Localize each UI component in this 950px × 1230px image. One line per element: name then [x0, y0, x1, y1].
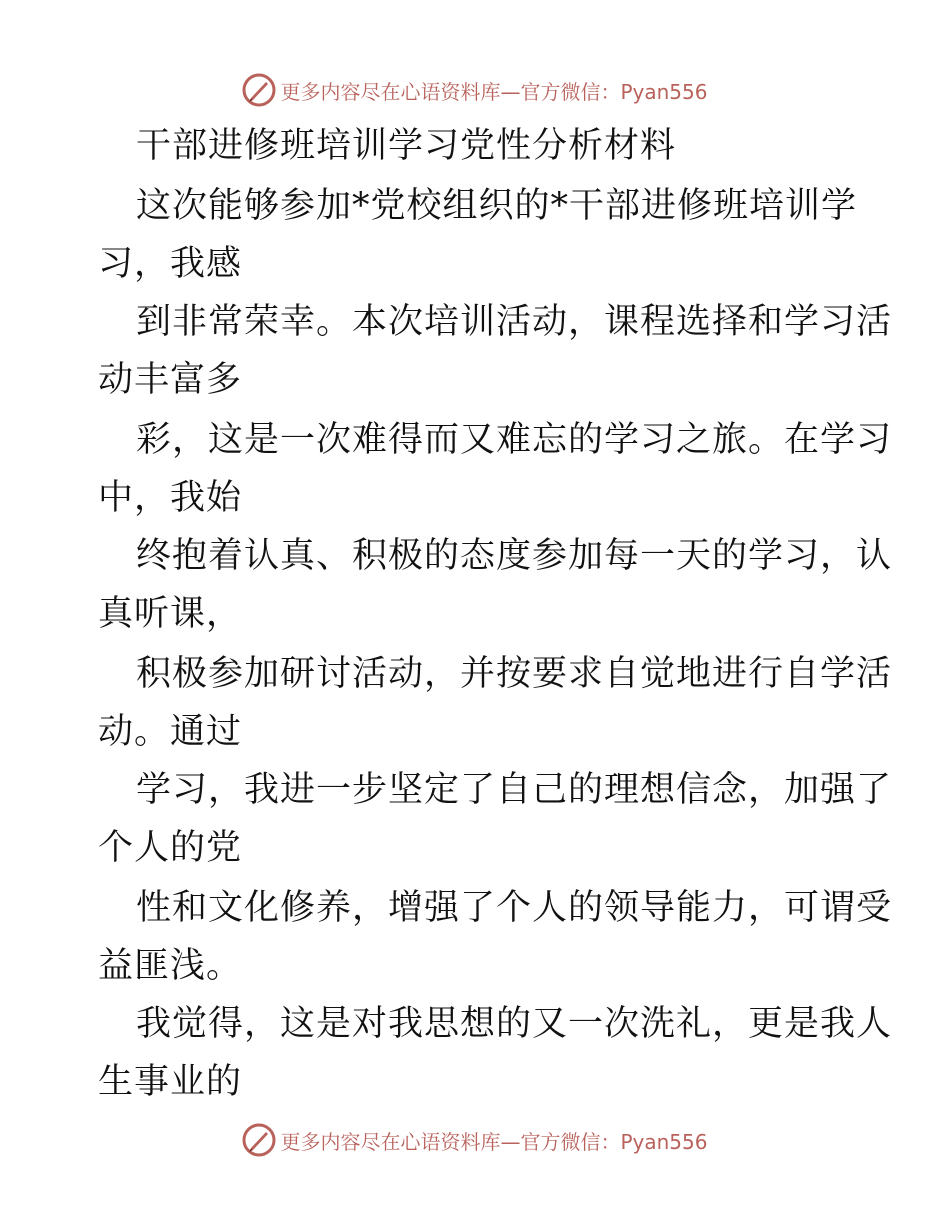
paragraph-line: 积极参加研讨活动，并按要求自觉地进行自学活	[136, 654, 893, 694]
footer-banner-text: 更多内容尽在心语资料库—官方微信：Pyan556	[280, 1129, 708, 1154]
paragraph-line: 彩，这是一次难得而又难忘的学习之旅。在学习	[136, 420, 893, 460]
header-banner	[0, 70, 950, 110]
paragraph-line: 我觉得，这是对我思想的又一次洗礼，更是我人	[136, 1004, 893, 1044]
paragraph-line: 到非常荣幸。本次培训活动，课程选择和学习活	[136, 302, 893, 342]
quill-pen-icon	[242, 73, 276, 107]
footer-banner	[0, 1120, 950, 1160]
paragraph-line: 动。通过	[98, 712, 243, 752]
paragraph-line: 动丰富多	[98, 360, 243, 400]
document-title: 干部进修班培训学习党性分析材料	[136, 126, 677, 166]
header-banner-text: 更多内容尽在心语资料库—官方微信：Pyan556	[280, 79, 708, 104]
paragraph-line: 生事业的	[98, 1062, 243, 1102]
paragraph-line: 个人的党	[98, 828, 243, 868]
paragraph-line: 习，我感	[98, 244, 243, 284]
paragraph-line: 学习，我进一步坚定了自己的理想信念，加强了	[136, 770, 893, 810]
paragraph-line: 真听课，	[98, 594, 243, 634]
quill-pen-icon	[242, 1123, 276, 1157]
paragraph-line: 这次能够参加*党校组织的*干部进修班培训学	[136, 186, 858, 226]
paragraph-line: 中，我始	[98, 478, 243, 518]
paragraph-line: 性和文化修养，增强了个人的领导能力，可谓受	[136, 888, 893, 928]
paragraph-line: 益匪浅。	[98, 946, 243, 986]
paragraph-line: 终抱着认真、积极的态度参加每一天的学习，认	[136, 536, 893, 576]
